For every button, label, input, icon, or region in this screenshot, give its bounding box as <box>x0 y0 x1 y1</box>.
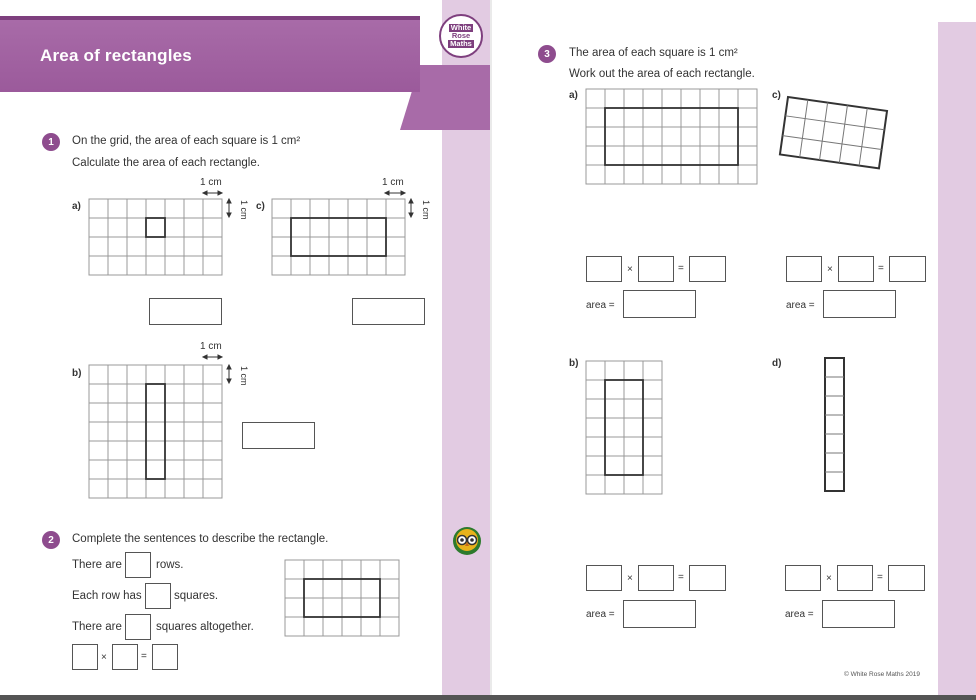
q2-sentence-1-end: rows. <box>156 559 184 571</box>
q3a-area-label: area = <box>586 300 615 311</box>
owl-icon <box>452 526 482 556</box>
q2-multiplier-input[interactable] <box>112 644 138 670</box>
rect-3a <box>605 108 738 165</box>
q3d-area-label: area = <box>785 609 814 620</box>
q3c-area-label: area = <box>786 300 815 311</box>
q3a-product-input[interactable] <box>689 256 726 282</box>
q1-part-b-label: b) <box>72 368 82 379</box>
grid-c <box>272 199 405 275</box>
right-page <box>492 0 976 700</box>
q3a-area-input[interactable] <box>623 290 696 318</box>
times-sign: × <box>827 264 833 275</box>
q3b-width-input[interactable] <box>638 565 674 591</box>
q3c-width-input[interactable] <box>838 256 874 282</box>
q3d-length-input[interactable] <box>785 565 821 591</box>
q3-task: Work out the area of each rectangle. <box>569 68 755 80</box>
q3c-area-input[interactable] <box>823 290 896 318</box>
q3d-area-input[interactable] <box>822 600 895 628</box>
q3-grids-drawing <box>492 0 976 700</box>
svg-text:1 cm: 1 cm <box>239 366 249 386</box>
rect-3d <box>825 358 844 491</box>
q2-rows-input[interactable] <box>125 552 151 578</box>
q3d-product-input[interactable] <box>888 565 925 591</box>
q3-part-b-label: b) <box>569 358 579 369</box>
q2-sentence-2-start: Each row has <box>72 590 142 602</box>
q3-part-d-label: d) <box>772 358 782 369</box>
q3b-area-label: area = <box>586 609 615 620</box>
copyright-footer: © White Rose Maths 2019 <box>844 671 920 678</box>
q3c-product-input[interactable] <box>889 256 926 282</box>
equals-sign: = <box>878 263 884 274</box>
grid-q2 <box>285 560 399 636</box>
times-sign: × <box>826 573 832 584</box>
q1b-answer-box[interactable] <box>242 422 315 449</box>
times-sign: × <box>101 652 107 663</box>
q2-sentence-3-end: squares altogether. <box>156 621 254 633</box>
equals-sign: = <box>141 651 147 662</box>
q2-sentence-3-start: There are <box>72 621 122 633</box>
q2-sentence-2-end: squares. <box>174 590 219 602</box>
q1-part-c-label: c) <box>256 201 265 212</box>
q3a-width-input[interactable] <box>638 256 674 282</box>
unit-label-c: 1 cm <box>382 177 404 188</box>
q2-sentence-1-start: There are <box>72 559 122 571</box>
times-sign: × <box>627 573 633 584</box>
unit-label-b: 1 cm <box>200 341 222 352</box>
q2-product-input[interactable] <box>152 644 178 670</box>
rect-3c <box>780 97 887 168</box>
q2-total-input[interactable] <box>125 614 151 640</box>
question-1-number: 1 <box>42 133 60 151</box>
question-3-number: 3 <box>538 45 556 63</box>
q2-instruction: Complete the sentences to describe the rectangle. <box>72 533 329 545</box>
equals-sign: = <box>678 263 684 274</box>
q1-task: Calculate the area of each rectangle. <box>72 157 260 169</box>
svg-text:1 cm: 1 cm <box>239 200 249 220</box>
q2-multiplicand-input[interactable] <box>72 644 98 670</box>
grid-3b <box>586 361 662 494</box>
page-title: Area of rectangles <box>40 46 192 65</box>
rect-a <box>146 218 165 237</box>
grid-3a <box>586 89 757 184</box>
q3d-width-input[interactable] <box>837 565 873 591</box>
q3-instruction: The area of each square is 1 cm² <box>569 47 738 59</box>
q3c-length-input[interactable] <box>786 256 822 282</box>
q1-instruction: On the grid, the area of each square is 1 cm² <box>72 135 301 147</box>
q1-part-a-label: a) <box>72 201 81 212</box>
rect-b <box>146 384 165 479</box>
white-rose-maths-logo: White Rose Maths <box>439 14 483 58</box>
q1a-answer-box[interactable] <box>149 298 222 325</box>
q3-part-a-label: a) <box>569 90 578 101</box>
q3-part-c-label: c) <box>772 90 781 101</box>
question-2-number: 2 <box>42 531 60 549</box>
svg-text:1 cm: 1 cm <box>421 200 431 220</box>
q3b-area-input[interactable] <box>623 600 696 628</box>
q3b-product-input[interactable] <box>689 565 726 591</box>
viewer-bottom-bar <box>0 695 976 700</box>
grid-b <box>89 365 222 498</box>
q1c-answer-box[interactable] <box>352 298 425 325</box>
q2-squares-per-row-input[interactable] <box>145 583 171 609</box>
times-sign: × <box>627 264 633 275</box>
q3b-length-input[interactable] <box>586 565 622 591</box>
q3a-length-input[interactable] <box>586 256 622 282</box>
unit-label-a: 1 cm <box>200 177 222 188</box>
equals-sign: = <box>877 572 883 583</box>
equals-sign: = <box>678 572 684 583</box>
